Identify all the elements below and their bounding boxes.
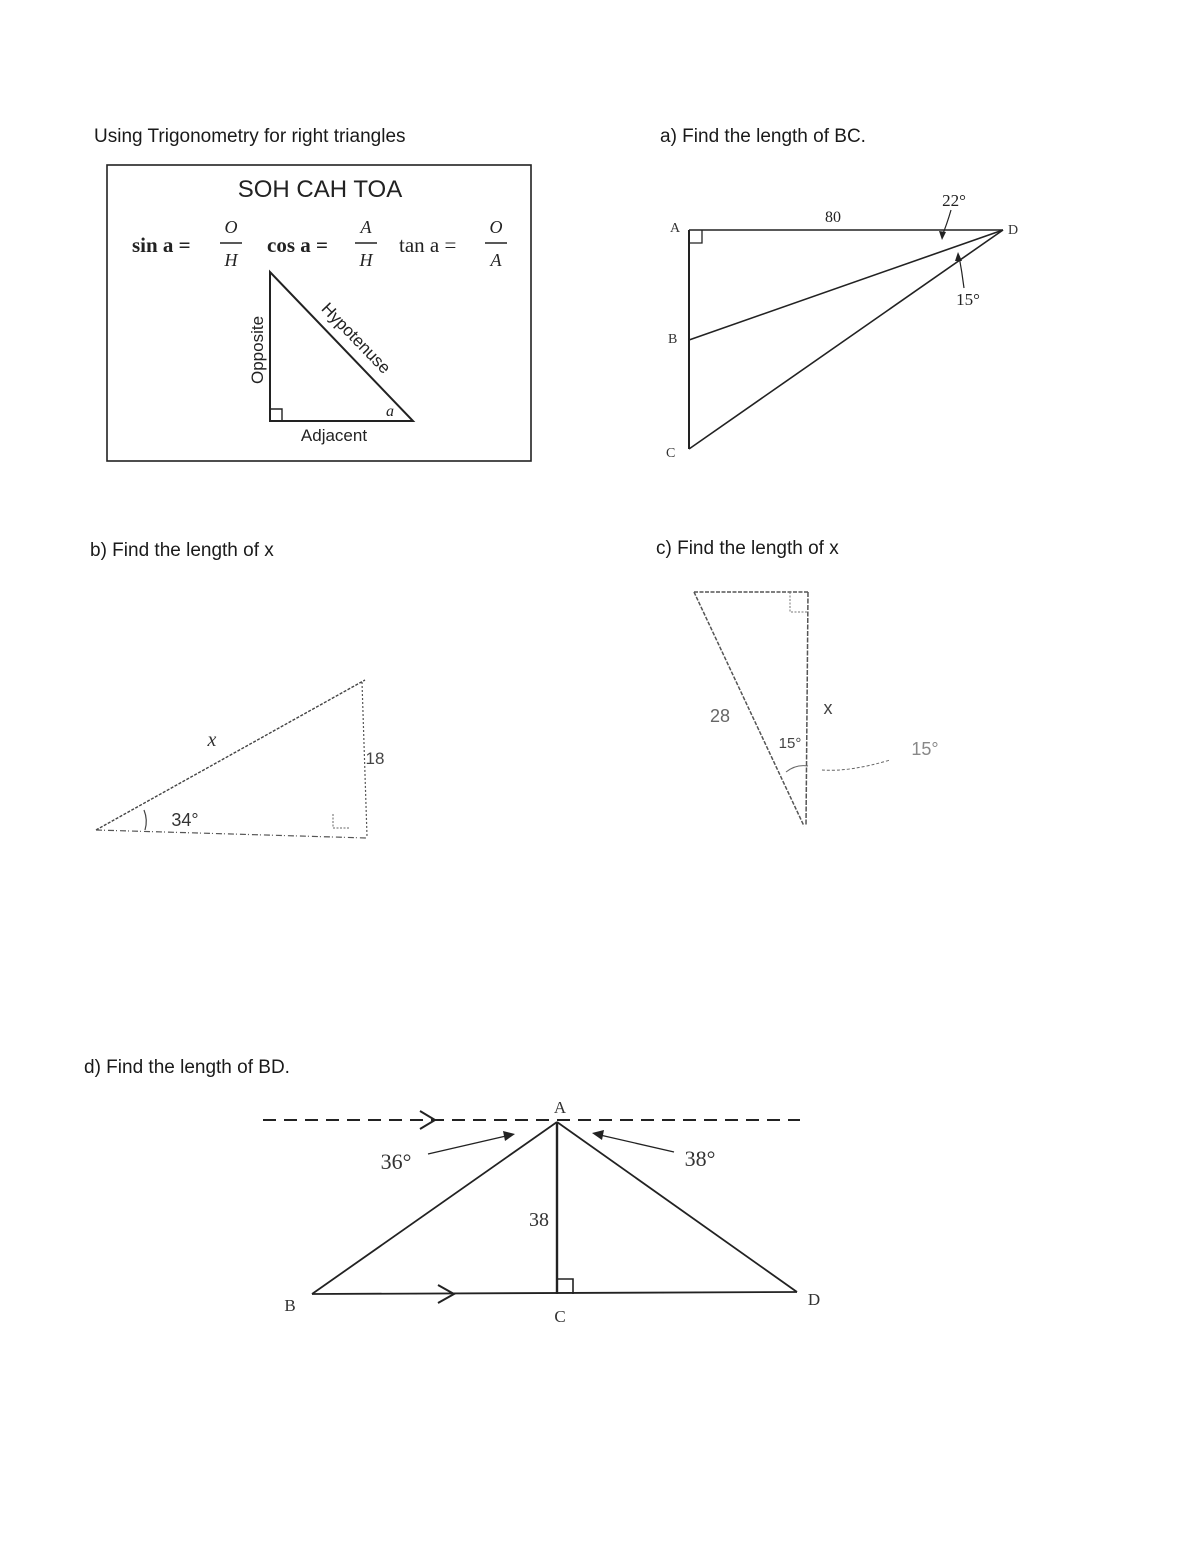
- figure-b-label-x: x: [207, 729, 217, 751]
- cos-denominator: H: [359, 250, 373, 270]
- sin-formula-label: sin a =: [132, 233, 191, 257]
- figure-a-angle-22: 22°: [942, 191, 966, 210]
- figure-a-vertex-C: C: [666, 446, 676, 461]
- reference-triangle: [270, 272, 413, 421]
- tan-formula-label: tan a =: [399, 233, 457, 257]
- adjacent-label: Adjacent: [300, 426, 368, 445]
- reference-right-angle-mark: [270, 409, 282, 421]
- figure-a-vertex-B: B: [668, 332, 678, 347]
- figure-d-height-AC: 38: [529, 1209, 549, 1231]
- figure-d-vertex-A: A: [553, 1098, 567, 1117]
- reference-angle-symbol: a: [386, 403, 394, 420]
- figure-c-angle-arc: [786, 766, 808, 772]
- figure-b-right-angle-mark: [333, 814, 350, 828]
- figure-d-angle-right: 38°: [684, 1146, 716, 1171]
- figure-a-side-AD: 80: [825, 209, 841, 226]
- figure-d: [263, 1098, 820, 1326]
- question-a-prompt: a) Find the length of BC.: [660, 126, 866, 147]
- figure-d-arrow-left: [428, 1136, 506, 1154]
- question-c-prompt: c) Find the length of x: [656, 538, 839, 559]
- figure-b-hypotenuse: [96, 680, 365, 830]
- figure-a-angle-15: 15°: [956, 290, 980, 309]
- figure-c-right-angle-mark: [790, 592, 808, 612]
- figure-d-vertex-C: C: [554, 1307, 566, 1326]
- segment-CD: [689, 230, 1003, 449]
- figure-c-callout-line: [822, 760, 890, 770]
- soh-cah-toa-title: SOH CAH TOA: [237, 176, 403, 203]
- figure-a-right-angle-mark: [689, 230, 702, 243]
- figure-a-vertex-A: A: [670, 221, 681, 236]
- sin-denominator: H: [224, 250, 238, 270]
- figure-c-angle-inner: 15°: [778, 735, 802, 752]
- segment-BD: [689, 230, 1003, 340]
- figure-d-right-angle-mark: [557, 1279, 573, 1294]
- figure-a-arrowhead-15: [955, 252, 962, 261]
- figure-b-angle-arc: [144, 810, 146, 830]
- figure-c-angle-callout: 15°: [911, 739, 939, 759]
- figure-b-angle: 34°: [171, 810, 199, 830]
- tan-numerator: O: [489, 217, 503, 237]
- figure-d-arrowhead-right: [592, 1130, 604, 1140]
- figure-d-vertex-B: B: [284, 1296, 296, 1315]
- cos-numerator: A: [360, 217, 372, 237]
- figure-b: [96, 680, 384, 838]
- reference-box: [107, 165, 531, 461]
- segment-AD: [557, 1122, 797, 1292]
- figure-d-arrow-right: [600, 1135, 674, 1152]
- cos-formula-label: cos a =: [267, 233, 328, 257]
- opposite-label: Opposite: [248, 315, 267, 385]
- question-b-prompt: b) Find the length of x: [90, 540, 274, 561]
- sin-numerator: O: [224, 217, 238, 237]
- figure-d-vertex-D: D: [807, 1290, 821, 1309]
- hypotenuse-label: Hypotenuse: [317, 298, 395, 378]
- figure-a: [666, 191, 1018, 461]
- figure-c: [694, 592, 939, 826]
- figure-a-vertex-D: D: [1008, 223, 1019, 238]
- figure-c-label-x: x: [823, 698, 833, 718]
- figure-b-base: [96, 830, 367, 838]
- segment-AB: [312, 1122, 557, 1294]
- figure-d-angle-left: 36°: [380, 1149, 412, 1174]
- figure-c-side-left: 28: [709, 706, 731, 726]
- question-d-prompt: d) Find the length of BD.: [84, 1057, 290, 1078]
- segment-BD-base: [312, 1292, 797, 1294]
- figure-b-side-length: 18: [365, 749, 385, 768]
- figure-c-vertical-side: [806, 592, 808, 826]
- figure-a-arrowhead-22: [939, 231, 946, 240]
- intro-title: Using Trigonometry for right triangles: [94, 126, 406, 147]
- tan-denominator: A: [490, 250, 502, 270]
- figure-d-arrowhead-left: [503, 1131, 515, 1141]
